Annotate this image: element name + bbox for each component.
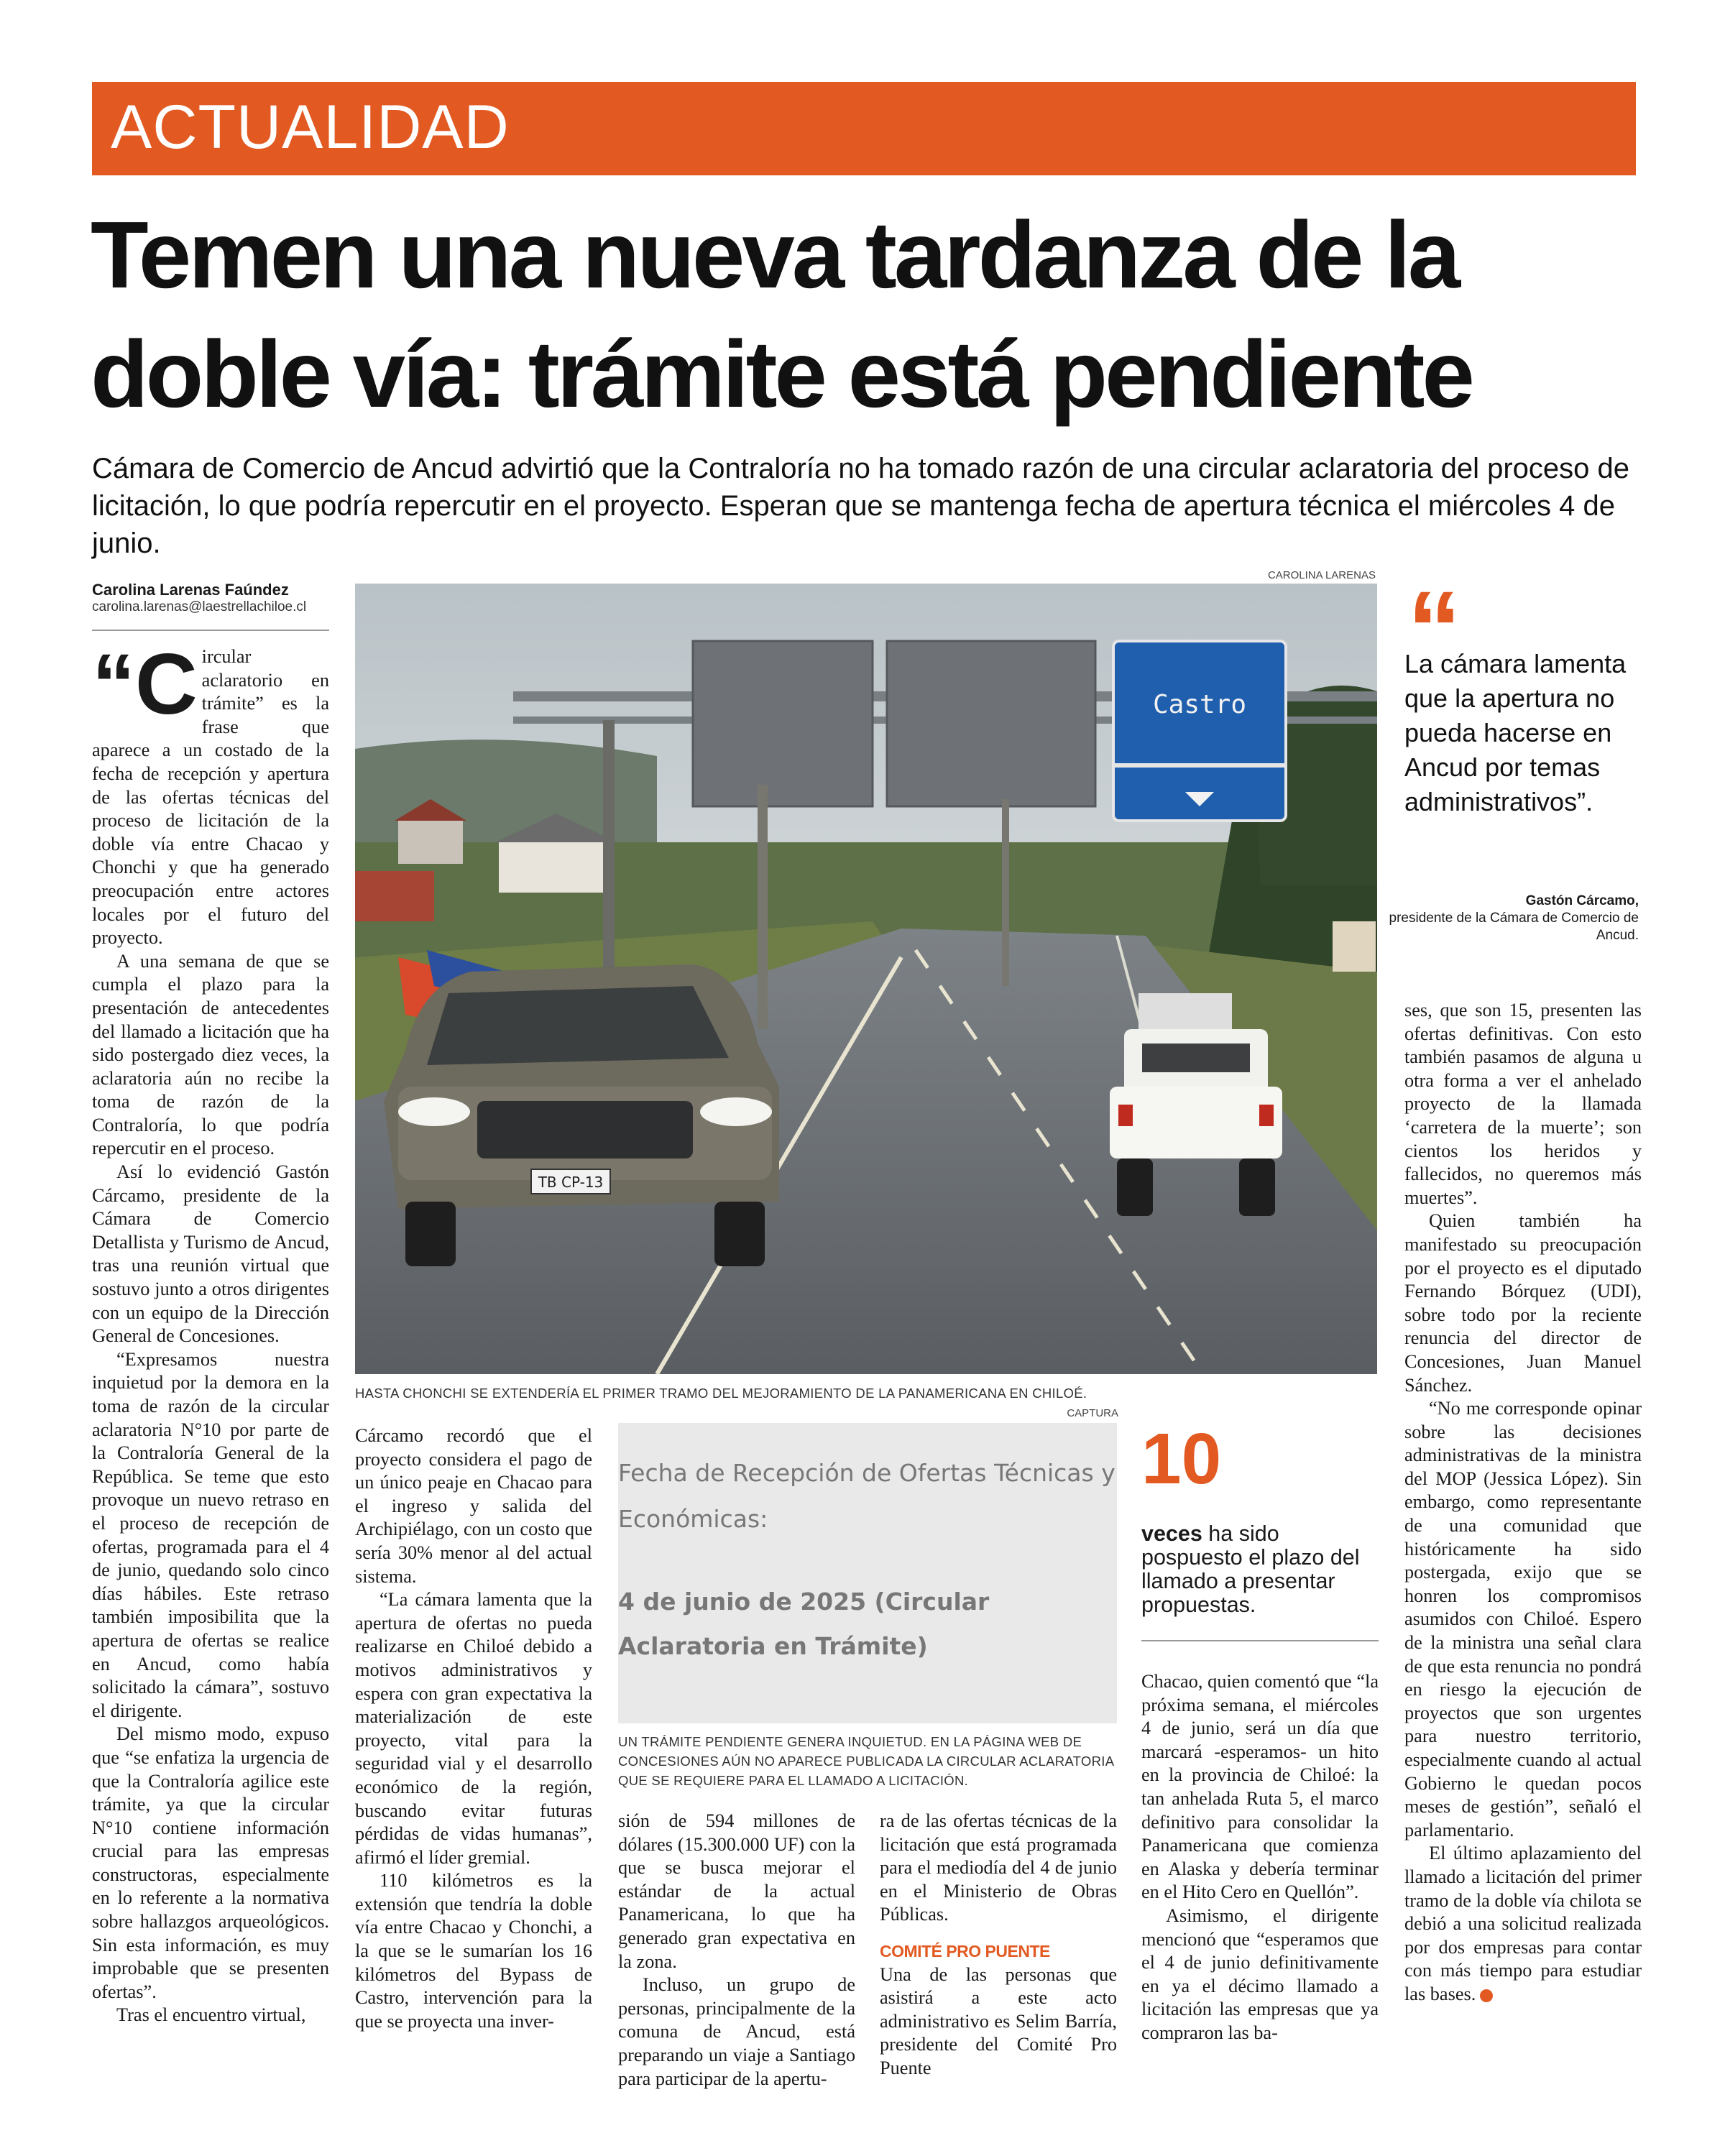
column-2 xyxy=(355,1424,592,2033)
column-1 xyxy=(92,636,329,2027)
col1-p4: “Expresamos nuestra inquietud por la demora en la toma de razón de la circular aclaratoria N°10 por parte de la Contraloría General de la República. Se teme que esto provoque un nuevo retraso en el proceso de recepción de ofertas, programada para el 4 de junio, quedando solo cinco días hábiles. Este retraso también imposibilita que la apertura de ofertas se realice en Ancud, como había solicitado la cámara”, sostuvo el dirigente. xyxy=(92,1348,329,1721)
screenshot-value: 4 de junio de 2025 (Circular Aclaratoria en Trámite) xyxy=(618,1588,990,1660)
screenshot-label: Fecha de Recepción de Ofertas Técnicas y Económicas: xyxy=(618,1459,1116,1533)
quote-author-role: presidente de la Cámara de Comercio de Ancud. xyxy=(1389,911,1639,943)
dropcap: “C xyxy=(92,636,198,732)
factbox-number: 10 xyxy=(1141,1419,1222,1499)
quote-author xyxy=(1366,893,1639,944)
quote-mark: “ xyxy=(1407,568,1461,689)
col4-p1: ra de las ofertas técnicas de la licitación que está programada para el mediodía del 4 de junio en el Ministerio de Obras Públicas. xyxy=(880,1810,1117,1925)
col3-p1: sión de 594 millones de dólares (15.300.000 UF) con la que se busca mejorar el estándar de la actual Panamericana, lo que ha generado gran expectativa en la zona. xyxy=(618,1810,855,1972)
column-3 xyxy=(618,1810,855,2091)
col1-p3: Así lo evidenció Gastón Cárcamo, presidente de la Cámara de Comercio Detallista y Turismo de Ancud, tras una reunión virtual que sostuvo junto a otros dirigentes con un equipo de la Dirección General de Concesiones. xyxy=(92,1161,329,1347)
section-bar xyxy=(92,82,1636,175)
subtitle-comite: COMITÉ PRO PUENTE xyxy=(880,1941,1050,1961)
photo-credit: CAROLINA LARENAS xyxy=(1267,569,1376,581)
road-scene-illustration xyxy=(355,584,1377,1374)
byline-rule xyxy=(92,630,329,631)
factbox-rest: ha sido pospuesto el plazo del llamado a presentar propuestas. xyxy=(1141,1521,1360,1617)
pull-quote: La cámara lamenta que la apertura no pueda hacerse en Ancud por temas administrativos”. xyxy=(1404,649,1627,816)
byline-email: carolina.larenas@laestrellachiloe.cl xyxy=(92,599,307,614)
col2-p1: Cárcamo recordó que el proyecto considera el pago de un único peaje en Chacao para el ingreso y salida del Archipiélago, con un costo que sería 30% menor al del actual sistema. xyxy=(355,1425,592,1587)
col3-p2: Incluso, un grupo de personas, principalmente de la comuna de Ancud, está preparando un viaje a Santiago para participar de la apertu- xyxy=(618,1974,855,2089)
photo-caption: HASTA CHONCHI SE EXTENDERÍA EL PRIMER TRAMO DEL MEJORAMIENTO DE LA PANAMERICANA EN CHILOÉ. xyxy=(355,1386,1087,1401)
screenshot-credit: CAPTURA xyxy=(1067,1407,1118,1419)
col5-p1: Chacao, quien comentó que “la próxima semana, el miércoles 4 de junio, será un día que marcará -esperamos- un hito en la provincia de Chiloé: la tan anhelada Ruta 5, el marco definitivo para consolidar la Panamericana que comienza en Alaska y debería terminar en el Hito Cero en Quellón”. xyxy=(1141,1671,1379,1903)
byline-name: Carolina Larenas Faúndez xyxy=(92,581,289,599)
end-of-article-icon xyxy=(1480,1989,1493,2002)
factbox-text xyxy=(1141,1522,1379,1617)
col6-p2: Quien también ha manifestado su preocupación por el proyecto es el diputado Fernando Bórquez (UDI), sobre todo por la reciente renuncia del director de Concesiones, Juan Manuel Sánchez. xyxy=(1404,1210,1642,1396)
road-sign-text: Castro xyxy=(1152,690,1247,719)
headline: Temen una nueva tardanza de la doble vía: trámite está pendiente xyxy=(91,202,1472,427)
col6-p1: ses, que son 15, presenten las ofertas definitivas. Con esto también pasamos de alguna u otra forma a ver el anhelado proyecto de la llamada ‘carretera de la muerte’; son cientos los heridos y fallecidos, no queremos más muertes”. xyxy=(1404,1000,1642,1208)
col1-p2: A una semana de que se cumpla el plazo para la presentación de antecedentes del llamado a licitación que ha sido postergado diez veces, la aclaratoria aún no recibe la toma de razón de la Contraloría, lo que podría repercutir en el proceso. xyxy=(92,950,329,1159)
column-6 xyxy=(1404,999,1642,2007)
road-photo xyxy=(355,584,1377,1374)
col2-p3: 110 kilómetros es la extensión que tendría la doble vía entre Chacao y Chonchi, a la que se le sumarían los 16 kilómetros del Bypass de Castro, intervención para la que se proyecta una inver- xyxy=(355,1870,592,2032)
col6-p4: El último aplazamiento del llamado a licitación del primer tramo de la doble vía chilota se debió a una solicitud realizada por dos empresas para contar con más tiempo para estudiar las bases. xyxy=(1404,1843,1642,2004)
factbox-rule xyxy=(1141,1640,1379,1641)
col4-p2: Una de las personas que asistirá a este acto administrativo es Selim Barría, presidente del Comité Pro Puente xyxy=(880,1963,1117,2078)
factbox-bold: veces xyxy=(1141,1521,1202,1546)
col1-p5: Del mismo modo, expuso que “se enfatiza la urgencia de que la Contraloría agilice este trámite, ya que la circular N°10 contiene información crucial para las empresas constructoras, especialmente en lo referente a la normativa sobre hallazgos arqueológicos. Sin esta información, es muy improbable que se presenten ofertas”. xyxy=(92,1723,329,2002)
col1-p6: Tras el encuentro virtual, xyxy=(116,2004,306,2026)
col2-p2: “La cámara lamenta que la apertura de ofertas no pueda realizarse en Chiloé debido a motivos administrativos y espera con gran expectativa la materialización de este proyecto, vital para la seguridad vial y el desarrollo económico de la región, buscando evitar futuras pérdidas de vidas humanas”, afirmó el líder gremial. xyxy=(355,1589,592,1868)
column-4 xyxy=(880,1810,1117,2081)
section-label: ACTUALIDAD xyxy=(111,93,510,162)
column-5 xyxy=(1141,1670,1379,2045)
col5-p2: Asimismo, el dirigente mencionó que “esperamos que el 4 de junio definitivamente en ya el décimo llamado a licitación las empresas que ya compraron las ba- xyxy=(1141,1904,1379,2043)
byline xyxy=(92,581,336,615)
subhead: Cámara de Comercio de Ancud advirtió que la Contraloría no ha tomado razón de una circular aclaratoria del proceso de licitación, lo que podría repercutir en el proyecto. Esperan que se mantenga fecha de apertura técnica el miércoles 4 de junio. xyxy=(92,453,1629,559)
col1-p1: ircular aclaratorio en trámite” es la frase que aparece a un costado de la fecha de recepción y apertura de las ofertas técnicas del proceso de licitación de la doble vía entre Chacao y Chonchi y que ha generado preocupación entre actores locales por el futuro del proyecto. xyxy=(92,646,329,949)
license-plate-text: TB CP-13 xyxy=(538,1174,604,1191)
quote-author-name: Gastón Cárcamo, xyxy=(1525,893,1639,908)
screenshot-caption: UN TRÁMITE PENDIENTE GENERA INQUIETUD. EN LA PÁGINA WEB DE CONCESIONES AÚN NO APARECE PUBLICADA LA CIRCULAR ACLARATORIA QUE SE REQUIERE PARA EL LLAMADO A LICITACIÓN. xyxy=(618,1734,1114,1788)
web-screenshot xyxy=(618,1423,1117,1723)
col6-p3: “No me corresponde opinar sobre las decisiones administrativas de la ministra del MOP (Jessica López). Sin embargo, como representante de una comunidad que históricamente ha sido postergada, exijo que se honren los compromisos asumidos con Chiloé. Espero de la ministra una señal clara de que esta renuncia no pondrá en riesgo la ejecución de proyectos que son urgentes para nuestro territorio, especialmente cuando al actual Gobierno le quedan pocos meses de gestión”, señaló el parlamentario. xyxy=(1404,1398,1642,1841)
